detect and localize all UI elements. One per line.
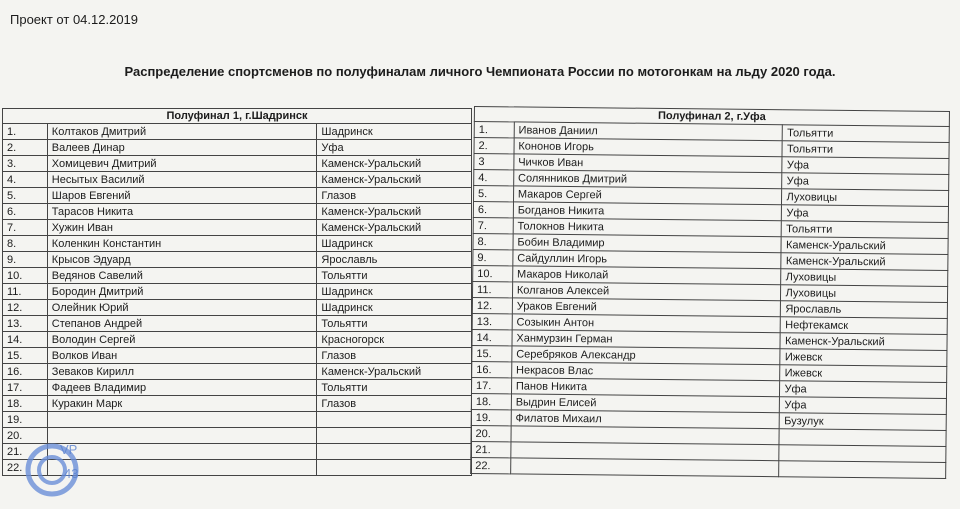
table-row xyxy=(3,172,472,188)
athlete-name: Ведянов Савелий xyxy=(47,268,317,284)
athlete-city: Луховицы xyxy=(781,285,948,303)
row-number: 7. xyxy=(473,217,513,233)
athlete-city: Шадринск xyxy=(317,236,472,252)
athlete-city: Уфа xyxy=(780,397,947,415)
athlete-city: Каменск-Уральский xyxy=(781,237,948,255)
table-row xyxy=(3,188,472,204)
row-number: 12. xyxy=(3,300,48,316)
athlete-name: Шаров Евгений xyxy=(47,188,317,204)
semifinal-1-header: Полуфинал 1, г.Шадринск xyxy=(3,109,472,124)
row-number: 4. xyxy=(3,172,48,188)
row-number: 16. xyxy=(3,364,48,380)
row-number: 10. xyxy=(3,268,48,284)
athlete-city: Луховицы xyxy=(781,269,948,287)
athlete-name: Тарасов Никита xyxy=(47,204,317,220)
athlete-name xyxy=(510,458,779,477)
athlete-city: Шадринск xyxy=(317,124,472,140)
row-number: 20. xyxy=(3,428,48,444)
athlete-city xyxy=(317,460,472,476)
athlete-name: Выдрин Елисей xyxy=(511,394,780,413)
row-number: 16. xyxy=(472,361,512,377)
row-number: 5. xyxy=(3,188,48,204)
document-title: Распределение спортсменов по полуфиналам личного Чемпионата России по мотогонкам на льду 2020 года. xyxy=(124,64,836,79)
table-row xyxy=(3,332,472,348)
athlete-name: Иванов Даниил xyxy=(514,122,783,141)
athlete-city: Каменск-Уральский xyxy=(781,253,948,271)
athlete-city: Каменск-Уральский xyxy=(780,333,947,351)
athlete-city: Уфа xyxy=(780,381,947,399)
athlete-name: Ханмурзин Герман xyxy=(512,330,781,349)
row-number: 11. xyxy=(472,281,512,297)
athlete-name: Бобин Владимир xyxy=(513,234,782,253)
table-row xyxy=(3,284,472,300)
athlete-name: Ураков Евгений xyxy=(512,298,781,317)
athlete-city: Луховицы xyxy=(782,189,949,207)
athlete-name: Созыкин Антон xyxy=(512,314,781,333)
athlete-city: Ижевск xyxy=(780,365,947,383)
athlete-name: Солянников Дмитрий xyxy=(513,170,782,189)
row-number: 11. xyxy=(3,284,48,300)
table-row xyxy=(3,396,472,412)
semifinal-2-table xyxy=(470,106,950,479)
athlete-name: Володин Сергей xyxy=(47,332,317,348)
athlete-city: Нефтекамск xyxy=(781,317,948,335)
athlete-city xyxy=(779,461,946,479)
semifinal-1-table xyxy=(2,108,472,476)
table-row xyxy=(3,156,472,172)
athlete-name: Толокнов Никита xyxy=(513,218,782,237)
athlete-city: Уфа xyxy=(782,205,949,223)
athlete-city xyxy=(779,429,946,447)
row-number: 8. xyxy=(473,233,513,249)
athlete-city: Тольятти xyxy=(782,141,949,159)
athlete-name: Макаров Сергей xyxy=(513,186,782,205)
svg-text:VP: VP xyxy=(60,442,78,457)
row-number: 21. xyxy=(3,444,48,460)
athlete-name: Сайдуллин Игорь xyxy=(513,250,782,269)
row-number: 2. xyxy=(3,140,48,156)
athlete-city: Тольятти xyxy=(782,221,949,239)
row-number: 17. xyxy=(3,380,48,396)
athlete-name: Зеваков Кирилл xyxy=(47,364,317,380)
table-row xyxy=(3,204,472,220)
row-number: 18. xyxy=(3,396,48,412)
row-number: 19. xyxy=(471,409,511,425)
athlete-name: Куракин Марк xyxy=(47,396,317,412)
table-row xyxy=(3,380,472,396)
row-number: 10. xyxy=(473,265,513,281)
athlete-city: Каменск-Уральский xyxy=(317,364,472,380)
athlete-name: Крысов Эдуард xyxy=(47,252,317,268)
athlete-city: Глазов xyxy=(317,188,472,204)
athlete-city: Уфа xyxy=(782,173,949,191)
row-number: 1. xyxy=(3,124,48,140)
athlete-city: Каменск-Уральский xyxy=(317,172,472,188)
athlete-name: Богданов Никита xyxy=(513,202,782,221)
row-number: 1. xyxy=(474,122,514,138)
athlete-city: Каменск-Уральский xyxy=(317,156,472,172)
athlete-name: Хужин Иван xyxy=(47,220,317,236)
athlete-city: Тольятти xyxy=(783,125,950,143)
row-number: 13. xyxy=(472,313,512,329)
row-number: 6. xyxy=(473,202,513,218)
athlete-city: Шадринск xyxy=(317,300,472,316)
athlete-name: Филатов Михаил xyxy=(511,410,780,429)
row-number: 3 xyxy=(474,154,514,170)
athlete-city: Бузулук xyxy=(780,413,947,431)
semifinal-2-header: Полуфинал 2, г.Уфа xyxy=(474,107,949,127)
athlete-name: Олейник Юрий xyxy=(47,300,317,316)
athlete-name xyxy=(47,412,317,428)
project-date: Проект от 04.12.2019 xyxy=(10,12,139,27)
athlete-city xyxy=(317,412,472,428)
athlete-name: Степанов Андрей xyxy=(47,316,317,332)
row-number: 22. xyxy=(3,460,48,476)
athlete-city: Уфа xyxy=(782,157,949,175)
athlete-name: Фадеев Владимир xyxy=(47,380,317,396)
athlete-city xyxy=(317,444,472,460)
row-number: 13. xyxy=(3,316,48,332)
table-row xyxy=(3,348,472,364)
athlete-name: Коленкин Константин xyxy=(47,236,317,252)
row-number: 19. xyxy=(3,412,48,428)
table-row xyxy=(3,364,472,380)
athlete-city: Шадринск xyxy=(317,284,472,300)
table-row xyxy=(3,268,472,284)
table-row xyxy=(3,124,472,140)
athlete-city: Тольятти xyxy=(317,316,472,332)
row-number: 20. xyxy=(471,425,511,441)
athlete-city: Ижевск xyxy=(780,349,947,367)
athlete-city: Тольятти xyxy=(317,268,472,284)
athlete-city: Каменск-Уральский xyxy=(317,220,472,236)
row-number: 9. xyxy=(3,252,48,268)
row-number: 8. xyxy=(3,236,48,252)
row-number: 15. xyxy=(3,348,48,364)
athlete-city: Каменск-Уральский xyxy=(317,204,472,220)
athlete-city: Ярославль xyxy=(317,252,472,268)
table-row xyxy=(3,236,472,252)
athlete-name: Некрасов Влас xyxy=(511,362,780,381)
athlete-name: Чичков Иван xyxy=(514,154,783,173)
athlete-name: Макаров Николай xyxy=(512,266,781,285)
row-number: 14. xyxy=(3,332,48,348)
athlete-name: Колганов Алексей xyxy=(512,282,781,301)
athlete-name: Бородин Дмитрий xyxy=(47,284,317,300)
athlete-name: Колтаков Дмитрий xyxy=(47,124,317,140)
athlete-city: Красногорск xyxy=(317,332,472,348)
table-row xyxy=(3,220,472,236)
athlete-city xyxy=(779,445,946,463)
athlete-name: Хомицевич Дмитрий xyxy=(47,156,317,172)
row-number: 7. xyxy=(3,220,48,236)
row-number: 22. xyxy=(471,457,511,473)
athlete-name: Валеев Динар xyxy=(47,140,317,156)
row-number: 5. xyxy=(473,186,513,202)
athlete-city: Глазов xyxy=(317,348,472,364)
athlete-city: Тольятти xyxy=(317,380,472,396)
athlete-name: Панов Никита xyxy=(511,378,780,397)
athlete-city: Глазов xyxy=(317,396,472,412)
row-number: 21. xyxy=(471,441,511,457)
row-number: 17. xyxy=(471,377,511,393)
table-row xyxy=(3,412,472,428)
table-row xyxy=(3,300,472,316)
athlete-city xyxy=(317,428,472,444)
watermark-logo-icon xyxy=(22,432,94,504)
table-row xyxy=(3,316,472,332)
row-number: 6. xyxy=(3,204,48,220)
athlete-name: Несытых Василий xyxy=(47,172,317,188)
row-number: 18. xyxy=(471,393,511,409)
row-number: 2. xyxy=(474,138,514,154)
athlete-name: Волков Иван xyxy=(47,348,317,364)
row-number: 12. xyxy=(472,297,512,313)
row-number: 9. xyxy=(473,249,513,265)
table-row xyxy=(3,252,472,268)
athlete-name: Кононов Игорь xyxy=(514,138,783,157)
athlete-name: Серебряков Александр xyxy=(512,346,781,365)
svg-text:43: 43 xyxy=(64,466,79,481)
athlete-city: Ярославль xyxy=(781,301,948,319)
table-row xyxy=(3,140,472,156)
row-number: 4. xyxy=(474,170,514,186)
row-number: 15. xyxy=(472,345,512,361)
athlete-city: Уфа xyxy=(317,140,472,156)
row-number: 3. xyxy=(3,156,48,172)
row-number: 14. xyxy=(472,329,512,345)
